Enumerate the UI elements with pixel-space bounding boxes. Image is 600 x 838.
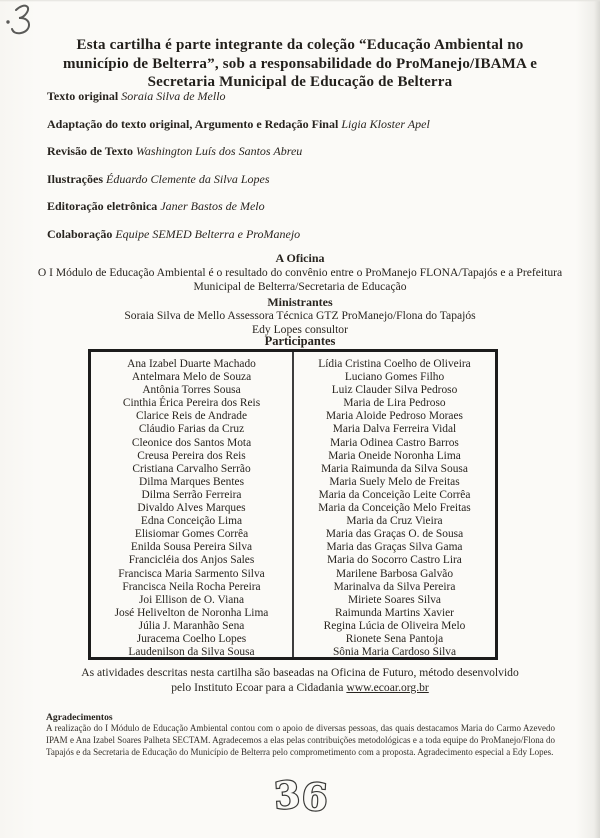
participant-name: Maria Oneide Noronha Lima [328, 449, 461, 462]
participant-name: Júlia J. Maranhão Sena [138, 619, 245, 632]
participant-name: Divaldo Alves Marques [137, 502, 246, 515]
page-title-line: Esta cartilha é parte integrante da coleção “Educação Ambiental no [76, 37, 524, 53]
credit-row [47, 200, 560, 213]
participant-name: Maria da Conceição Leite Corrêa [318, 488, 471, 501]
ministrante-line: Edy Lopes consultor [252, 322, 348, 336]
handwritten-3-icon [2, 1, 48, 49]
credit-label: Revisão de Texto [47, 144, 134, 158]
participant-name: Antônia Torres Sousa [142, 384, 241, 397]
method-note-line1: As atividades descritas nesta cartilha são baseadas na Oficina de Futuro, método desenvolvido [81, 666, 519, 679]
participant-name: Lídia Cristina Coelho de Oliveira [318, 358, 471, 370]
page-title-line: Secretaria Municipal de Educação de Belterra [147, 74, 453, 90]
participant-name: Maria das Graças O. de Sousa [325, 528, 464, 541]
participant-name: Maria da Cruz Vieira [346, 515, 443, 528]
participant-name: Marilene Barbosa Galvão [335, 567, 454, 580]
credit-label: Adaptação do texto original, Argumento e Redação Final [47, 116, 339, 131]
participant-name: Maria Suely Melo de Freitas [329, 475, 460, 488]
acknowledgements-heading: Agradecimentos [46, 712, 113, 723]
page-number [0, 772, 600, 829]
participant-name: Cristiana Carvalho Serrão [132, 462, 251, 475]
participants-column-left [91, 352, 292, 657]
ecoar-url: www.ecoar.org.br [346, 680, 429, 694]
oficina-section [30, 251, 570, 336]
credit-row [47, 145, 560, 158]
ministrantes-lines [30, 309, 570, 336]
participants-column-right [292, 352, 495, 657]
oficina-body [30, 266, 570, 293]
credit-row [47, 90, 560, 103]
participant-name: Maria das Graças Silva Gama [326, 541, 463, 554]
participant-name: Cláudio Farias da Cruz [138, 423, 245, 436]
participant-name: Maria do Socorro Castro Lira [327, 554, 462, 567]
page-title [48, 36, 552, 92]
participants-box [88, 349, 498, 660]
acknowledgements-body: A realização do I Módulo de Educação Ambiental contou com o apoio de diversas pessoas, das quais destacamos Maria do Carmo Azevedo IPAM e Ana Izabel Soares Palheta SECTAM. Agradecemos a elas pelas contribuições metodológicas e a toda equipe do ProManejo/Flona do Tapajós e da Secretaria de Educação do Município de Belterra pelo comprometimento com a proposta. Agradecimento especial a Edy Lopes. [46, 723, 555, 757]
credit-label: Editoração eletrônica [47, 199, 158, 213]
page-title-line: município de Belterra”, sob a responsabilidade do ProManejo/IBAMA e [62, 55, 538, 72]
participant-name: Maria de Lira Pedroso [343, 397, 446, 410]
credit-value: Ligia Kloster Apel [341, 116, 430, 131]
participant-name: Cleonice dos Santos Mota [131, 436, 252, 449]
oficina-body-line: Municipal de Belterra/Secretaria de Educação [193, 279, 407, 293]
oficina-heading: A Oficina [275, 251, 325, 265]
participant-name: Maria Raimunda da Silva Sousa [321, 462, 468, 475]
participant-name: Rionete Sena Pantoja [345, 632, 444, 645]
credit-label: Colaboração [47, 226, 113, 241]
credits-list [47, 90, 560, 255]
method-note [45, 666, 555, 695]
participant-name: Ana Izabel Duarte Machado [127, 358, 256, 370]
participant-name: José Helivelton de Noronha Lima [114, 606, 269, 619]
participant-name: Francisca Maria Sarmento Silva [118, 567, 265, 580]
participant-name: Regina Lúcia de Oliveira Melo [323, 619, 466, 632]
ministrante-line: Soraia Silva de Mello Assessora Técnica GTZ ProManejo/Flona do Tapajós [124, 309, 476, 322]
method-note-line2-text: pelo Instituto Ecoar para a Cidadania [171, 680, 347, 694]
participant-name: Dilma Marques Bentes [138, 475, 245, 488]
credit-value: Janer Bastos de Melo [160, 199, 265, 213]
handwritten-mark [2, 1, 48, 54]
svg-text:6: 6 [300, 774, 329, 820]
credit-value: Soraia Silva de Mello [121, 89, 226, 103]
participant-name: Elisiomar Gomes Corrêa [134, 528, 249, 541]
participant-name: Sônia Maria Cardoso Silva [332, 646, 457, 659]
method-note-line2 [45, 681, 555, 696]
participant-name: Cinthia Érica Pereira dos Reis [122, 397, 261, 410]
ministrantes-heading: Ministrantes [267, 295, 333, 309]
acknowledgements-section [46, 712, 555, 759]
participant-name: Francisca Neila Rocha Pereira [122, 580, 261, 593]
participant-name: Juracema Coelho Lopes [136, 632, 247, 645]
credit-row [47, 118, 560, 131]
participant-name: Maria Aloide Pedroso Moraes [326, 410, 463, 423]
participant-name: Antelmara Melo de Souza [131, 371, 252, 384]
participant-name: Luciano Gomes Filho [344, 371, 445, 384]
participant-name: Creusa Pereira dos Reis [137, 449, 246, 462]
participant-name: Edna Conceição Lima [140, 515, 243, 528]
scan-edge-shading [0, 0, 600, 2]
participant-name: Laudenilson da Silva Sousa [128, 646, 255, 659]
participant-name: Enilda Sousa Pereira Silva [130, 541, 253, 554]
participant-name: Clarice Reis de Andrade [135, 410, 248, 423]
credit-row [47, 173, 560, 186]
participant-name: Dilma Serrão Ferreira [141, 488, 242, 501]
oficina-body-line: O I Módulo de Educação Ambiental é o resultado do convênio entre o ProManejo FLONA/Tapajós e a Prefeitura [37, 266, 563, 279]
credit-value: Éduardo Clemente da Silva Lopes [106, 171, 270, 186]
participant-name: Miriete Soares Silva [347, 593, 441, 606]
credit-value: Equipe SEMED Belterra e ProManejo [115, 226, 301, 241]
svg-text:3: 3 [272, 772, 302, 818]
participant-name: Maria da Conceição Melo Freitas [318, 502, 471, 515]
credit-label: Ilustrações [47, 171, 103, 186]
credit-value: Washington Luís dos Santos Abreu [136, 144, 303, 158]
participant-name: Joi Ellison de O. Viana [138, 593, 245, 606]
page-number-36-icon [245, 772, 355, 824]
credit-row [47, 228, 560, 241]
participants-heading: Participantes [264, 334, 336, 348]
credit-label: Texto original [47, 89, 119, 103]
participant-name: Maria Dalva Ferreira Vidal [332, 423, 457, 436]
participant-name: Francicléia dos Anjos Sales [128, 554, 255, 567]
participant-name: Raimunda Martins Xavier [335, 606, 454, 619]
participant-name: Luiz Clauder Silva Pedroso [331, 384, 458, 397]
participant-name: Marinalva da Silva Pereira [333, 580, 456, 593]
participant-name: Maria Odinea Castro Barros [330, 436, 459, 449]
